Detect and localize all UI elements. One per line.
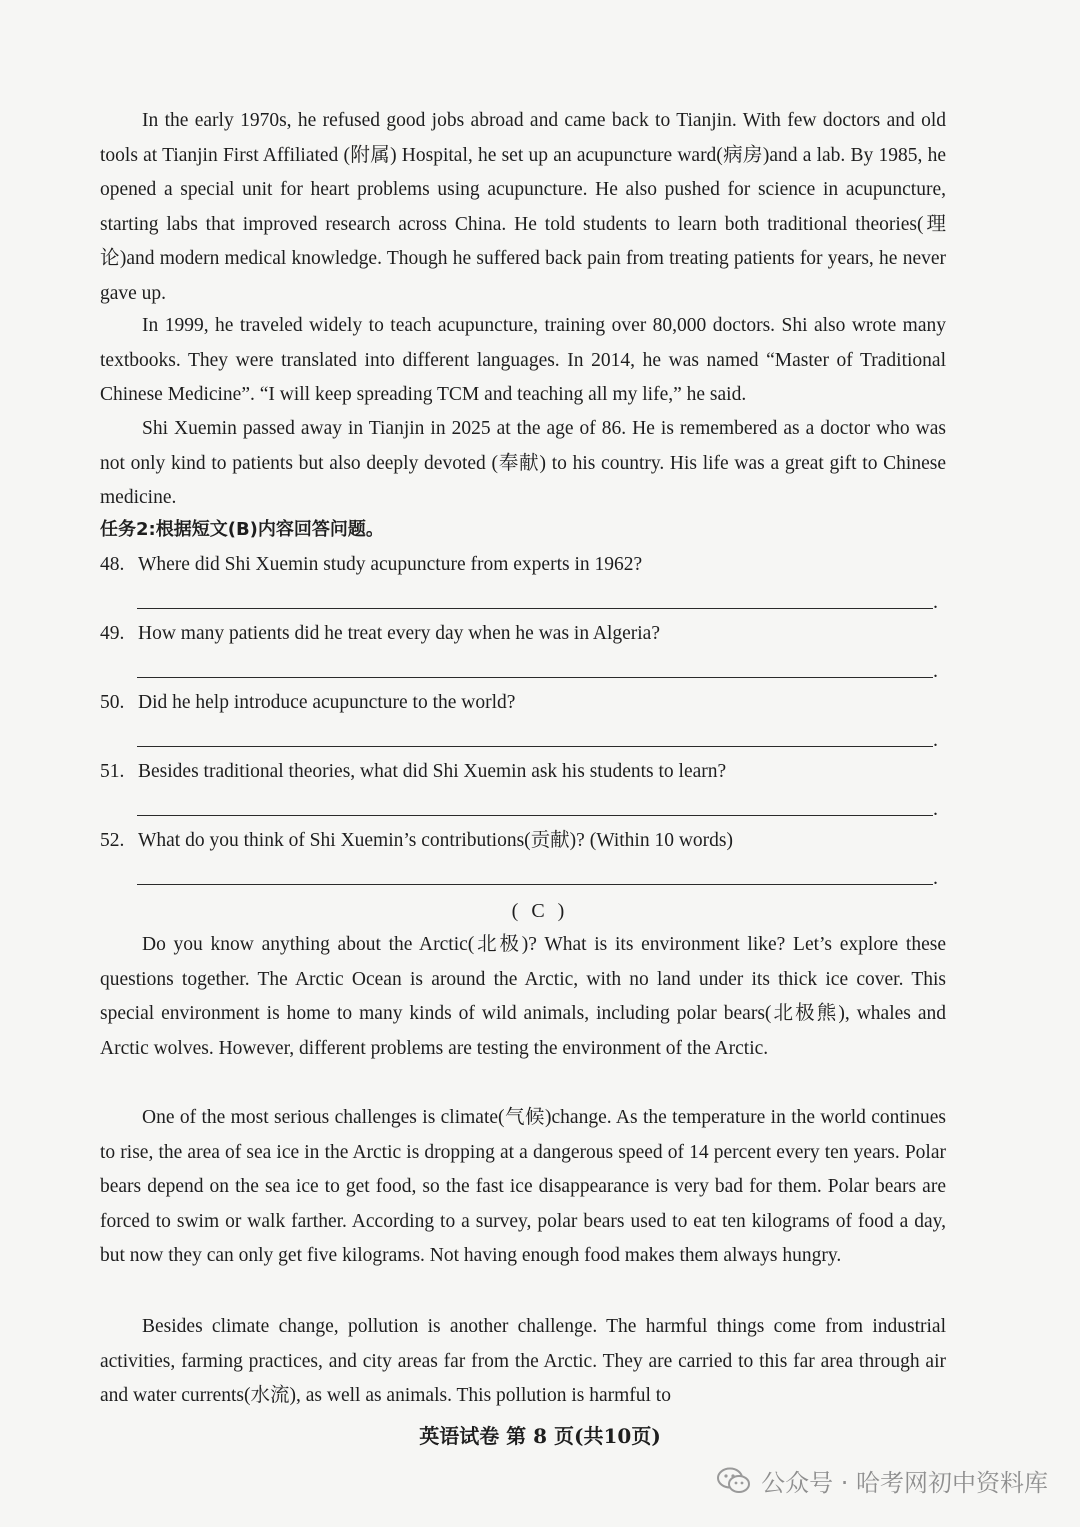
answer-line-51[interactable] bbox=[137, 815, 933, 816]
page-footer: 英语试卷 第 8 页(共10页) bbox=[419, 1424, 661, 1448]
question-number: 48. bbox=[100, 554, 125, 575]
question-number: 50. bbox=[100, 692, 125, 713]
answer-line-50[interactable] bbox=[137, 746, 933, 747]
question-51 bbox=[100, 757, 726, 787]
answer-line-52[interactable] bbox=[137, 884, 933, 885]
paragraph-b-2: In 1999, he traveled widely to teach acupuncture, training over 80,000 doctors. Shi also wrote many textbooks. They were translated into different languages. In 2014, he was named “Master of Traditional Chinese Medicine”. “I will keep spreading TCM and teaching all my life,” he said. bbox=[100, 315, 946, 405]
question-48 bbox=[100, 550, 642, 580]
task2-heading: 任务2:根据短文(B)内容回答问题。 bbox=[100, 519, 384, 540]
paragraph-c-2: One of the most serious challenges is climate(气候)change. As the temperature in the world continues to rise, the area of sea ice in the Arctic is dropping at a dangerous speed of 14 percent every ten years. Polar bears depend on the sea ice to get food, so the fast ice disappearance is very bad for them. Polar bears are forced to swim or walk farther. According to a survey, polar bears used to eat ten kilograms of food a day, but now they can only get five kilograms. Not having enough food makes them always hungry. bbox=[100, 1107, 946, 1266]
question-50 bbox=[100, 688, 515, 718]
answer-end-mark: . bbox=[933, 729, 938, 751]
wechat-icon bbox=[717, 1467, 751, 1495]
watermark-text: 公众号 · 哈考网初中资料库 bbox=[761, 1469, 1048, 1497]
answer-end-mark: . bbox=[933, 867, 938, 889]
answer-line-48[interactable] bbox=[137, 608, 933, 609]
question-text: Where did Shi Xuemin study acupuncture from experts in 1962? bbox=[138, 554, 643, 575]
section-c-label: ( C ) bbox=[511, 900, 569, 922]
question-52 bbox=[100, 826, 733, 856]
answer-end-mark: . bbox=[933, 798, 938, 820]
answer-line-49[interactable] bbox=[137, 677, 933, 678]
question-number: 52. bbox=[100, 830, 125, 851]
question-text: Did he help introduce acupuncture to the world? bbox=[138, 692, 516, 713]
paragraph-c-3: Besides climate change, pollution is another challenge. The harmful things come from industrial activities, farming practices, and city areas far from the Arctic. They are carried to this far area through air and water currents(水流), as well as animals. This pollution is harmful to bbox=[100, 1316, 946, 1406]
question-text: How many patients did he treat every day when he was in Algeria? bbox=[138, 623, 660, 644]
watermark bbox=[717, 1463, 1048, 1498]
paragraph-b-1: In the early 1970s, he refused good jobs abroad and came back to Tianjin. With few doctors and old tools at Tianjin First Affiliated (附属) Hospital, he set up an acupuncture ward(病房)and a lab. By 1985, he opened a special unit for heart problems using acupuncture. He also pushed for science in acupuncture, starting labs that improved research across China. He told students to learn both traditional theories(理论)and modern medical knowledge. Though he suffered back pain from treating patients for years, he never gave up. bbox=[100, 110, 946, 304]
answer-end-mark: . bbox=[933, 591, 938, 613]
paragraph-c-1: Do you know anything about the Arctic(北极)? What is its environment like? Let’s explore these questions together. The Arctic Ocean is around the Arctic, with no land under its thick ice cover. This special environment is home to many kinds of wild animals, including polar bears(北极熊), whales and Arctic wolves. However, different problems are testing the environment of the Arctic. bbox=[100, 934, 946, 1059]
answer-end-mark: . bbox=[933, 660, 938, 682]
question-number: 49. bbox=[100, 623, 125, 644]
question-number: 51. bbox=[100, 761, 125, 782]
paragraph-b-3: Shi Xuemin passed away in Tianjin in 2025 at the age of 86. He is remembered as a doctor who was not only kind to patients but also deeply devoted (奉献) to his country. His life was a great gift to Chinese medicine. bbox=[100, 418, 946, 508]
question-text: What do you think of Shi Xuemin’s contributions(贡献)? (Within 10 words) bbox=[138, 830, 733, 851]
question-text: Besides traditional theories, what did Shi Xuemin ask his students to learn? bbox=[138, 761, 727, 782]
question-49 bbox=[100, 619, 660, 649]
